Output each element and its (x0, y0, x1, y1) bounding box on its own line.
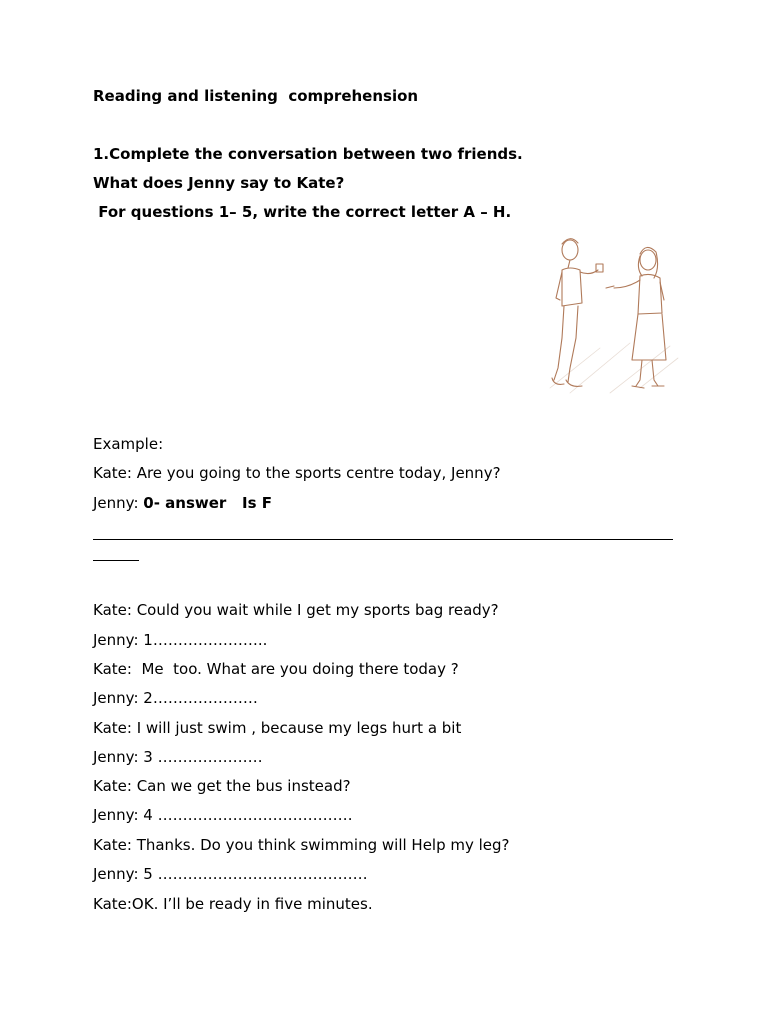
dialogue-line: Kate: Me too. What are you doing there today ? (93, 660, 459, 678)
two-women-talking-illustration (540, 228, 680, 396)
example-jenny-prefix: Jenny: (93, 494, 144, 512)
example-jenny-line (93, 493, 272, 513)
dialogue-line: Jenny: 4 ………………………………… (93, 806, 353, 824)
dialogue-line: Jenny: 5 …………………………………… (93, 865, 368, 883)
example-kate-line: Kate: Are you going to the sports centre today, Jenny? (93, 464, 501, 482)
dialogue-line: Kate: Can we get the bus instead? (93, 777, 351, 795)
example-label: Example: (93, 435, 164, 453)
page-heading: Reading and listening comprehension (93, 87, 419, 105)
divider-line (93, 539, 673, 540)
dialogue-line: Jenny: 3 ………………… (93, 748, 263, 766)
task-question: What does Jenny say to Kate? (93, 174, 345, 192)
task-directions: For questions 1– 5, write the correct letter A – H. (93, 203, 512, 221)
dialogue-line: Kate:OK. I’ll be ready in five minutes. (93, 895, 373, 913)
divider-line-continued (93, 560, 139, 561)
dialogue-line: Jenny: 1………………….. (93, 631, 268, 649)
example-answer: 0- answer Is F (143, 494, 272, 512)
dialogue-line: Kate: Could you wait while I get my sports bag ready? (93, 601, 499, 619)
task-instruction: 1.Complete the conversation between two friends. (93, 145, 523, 163)
dialogue-line: Jenny: 2………………… (93, 689, 258, 707)
dialogue-line: Kate: I will just swim , because my legs hurt a bit (93, 719, 462, 737)
dialogue-line: Kate: Thanks. Do you think swimming will Help my leg? (93, 836, 510, 854)
